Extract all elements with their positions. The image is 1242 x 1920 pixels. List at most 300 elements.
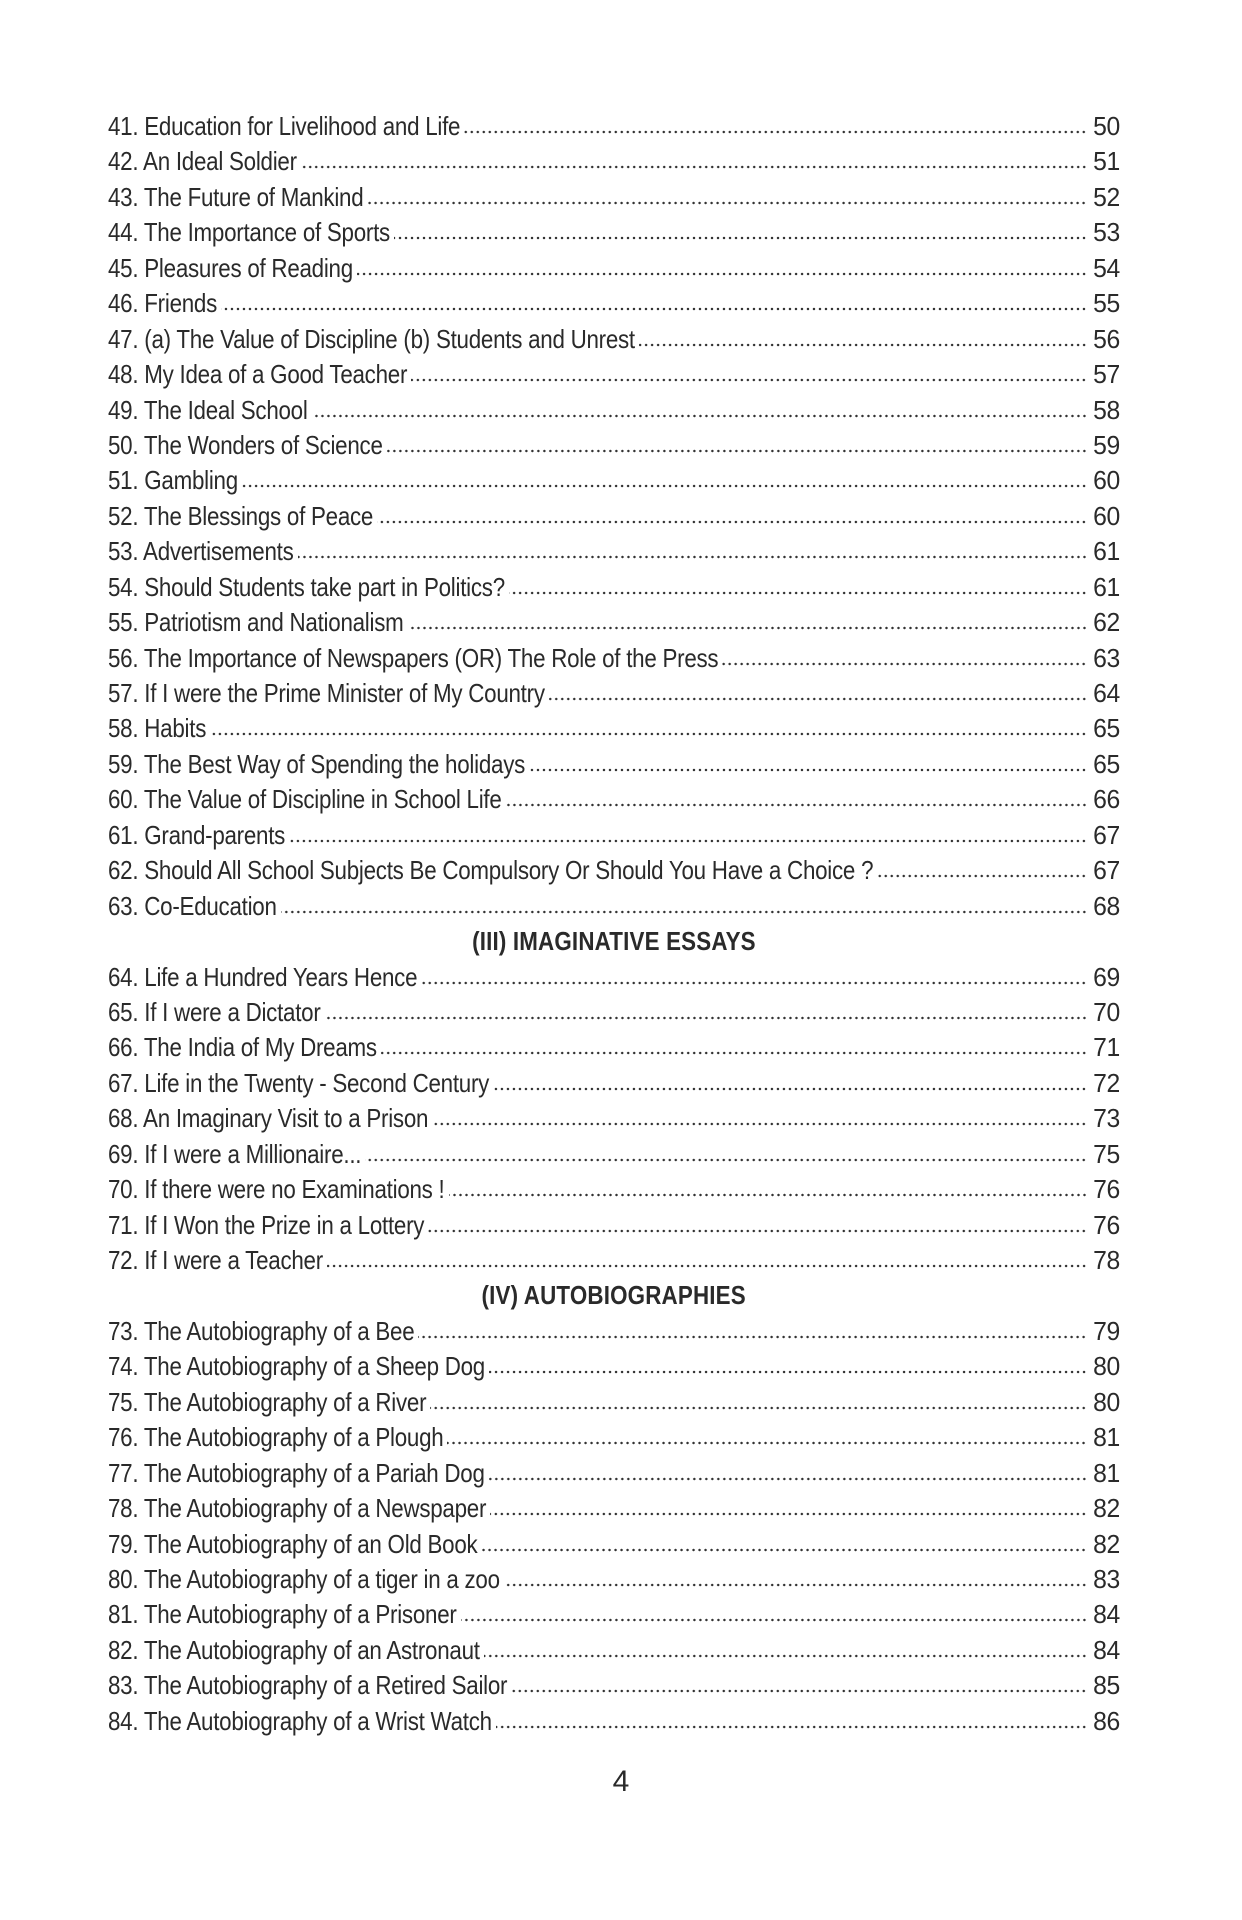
toc-entry-title-text: Education for Livelihood and Life bbox=[144, 111, 461, 141]
toc-entry-label bbox=[108, 1385, 426, 1420]
dot-leader bbox=[722, 662, 1087, 666]
toc-entry[interactable] bbox=[108, 1527, 1120, 1562]
toc-entry-title-text: An Ideal Soldier bbox=[143, 146, 297, 177]
toc-entry-page: 83 bbox=[1093, 1563, 1120, 1594]
toc-entry-page: 67 bbox=[1093, 819, 1120, 850]
toc-entry-label bbox=[108, 711, 206, 746]
toc-entry[interactable] bbox=[108, 1597, 1120, 1632]
table-of-contents bbox=[108, 109, 1120, 1739]
toc-entry[interactable] bbox=[108, 676, 1120, 711]
dot-leader bbox=[449, 1193, 1088, 1197]
dot-leader bbox=[484, 1654, 1087, 1658]
toc-entry-title bbox=[108, 1668, 507, 1703]
toc-entry-title-text: Friends bbox=[144, 288, 218, 319]
toc-entry-label bbox=[108, 1491, 486, 1526]
dot-leader bbox=[242, 484, 1087, 488]
toc-entry-page: 78 bbox=[1093, 1245, 1120, 1275]
toc-entry-label bbox=[108, 1527, 477, 1562]
toc-entry-number: 63. bbox=[108, 890, 139, 921]
toc-entry-label bbox=[108, 144, 297, 179]
toc-entry[interactable] bbox=[108, 605, 1120, 640]
toc-entry[interactable] bbox=[108, 1633, 1120, 1668]
dot-leader bbox=[387, 449, 1087, 453]
toc-entry-number: 79. bbox=[108, 1528, 139, 1559]
dot-leader bbox=[411, 378, 1087, 382]
toc-entry-page: 82 bbox=[1093, 1493, 1120, 1524]
toc-entry-page: 70 bbox=[1093, 996, 1120, 1027]
toc-entry-page: 76 bbox=[1093, 1209, 1120, 1240]
toc-entry-title bbox=[108, 1633, 480, 1668]
dot-leader bbox=[289, 839, 1087, 843]
toc-entry[interactable] bbox=[108, 286, 1120, 321]
toc-entry-title-text: Patriotism and Nationalism bbox=[144, 607, 404, 638]
toc-entry-page: 53 bbox=[1093, 217, 1120, 248]
toc-entry-number: 65. bbox=[108, 996, 139, 1027]
dot-leader bbox=[394, 236, 1087, 240]
toc-entry-title bbox=[108, 1597, 457, 1632]
toc-entry-title-text: If I were a Teacher bbox=[144, 1245, 323, 1275]
toc-entry-page: 57 bbox=[1093, 359, 1120, 390]
toc-entry-number: 74. bbox=[108, 1351, 139, 1382]
toc-entry-title bbox=[108, 818, 285, 853]
toc-entry[interactable] bbox=[108, 818, 1120, 853]
toc-entry-label bbox=[108, 428, 383, 463]
dot-leader bbox=[447, 1441, 1087, 1445]
dot-leader bbox=[430, 1406, 1087, 1410]
section-heading-text: (IV) AUTOBIOGRAPHIES bbox=[481, 1280, 747, 1311]
toc-entry-page: 52 bbox=[1093, 181, 1120, 212]
toc-entry[interactable] bbox=[108, 889, 1120, 924]
toc-entry-title-text: The Blessings of Peace bbox=[143, 500, 374, 531]
toc-entry-number: 58. bbox=[108, 713, 139, 744]
dot-leader bbox=[210, 732, 1087, 736]
toc-entry[interactable] bbox=[108, 144, 1120, 179]
toc-entry-title bbox=[108, 286, 217, 321]
toc-entry-page: 51 bbox=[1093, 146, 1120, 177]
toc-entry-page: 62 bbox=[1093, 607, 1120, 638]
toc-entry-title-text: Life a Hundred Years Hence bbox=[144, 961, 418, 992]
toc-entry[interactable] bbox=[108, 711, 1120, 746]
toc-entry-number: 56. bbox=[108, 642, 139, 673]
toc-entry-page: 71 bbox=[1093, 1032, 1120, 1063]
toc-entry[interactable] bbox=[108, 570, 1120, 605]
toc-entry-title bbox=[108, 1704, 492, 1739]
toc-entry[interactable] bbox=[108, 1668, 1120, 1703]
toc-entry-page: 82 bbox=[1093, 1528, 1120, 1559]
toc-entry-title-text: The India of My Dreams bbox=[143, 1032, 377, 1063]
toc-entry-title bbox=[108, 251, 353, 286]
toc-entry-page: 67 bbox=[1093, 855, 1120, 886]
dot-leader bbox=[432, 1122, 1087, 1126]
toc-entry-title bbox=[108, 853, 873, 888]
toc-entry-title-text: Grand-parents bbox=[144, 819, 286, 850]
toc-entry-label bbox=[108, 1066, 489, 1101]
toc-entry-label bbox=[108, 1633, 480, 1668]
dot-leader bbox=[549, 697, 1087, 701]
toc-entry-number: 69. bbox=[108, 1138, 139, 1169]
toc-entry-number: 67. bbox=[108, 1067, 139, 1098]
toc-entry-title-text: The Autobiography of a Prisoner bbox=[143, 1599, 457, 1630]
toc-entry-title bbox=[108, 1456, 485, 1491]
dot-leader bbox=[298, 555, 1087, 559]
toc-entry[interactable] bbox=[108, 1030, 1120, 1065]
toc-entry-number: 55. bbox=[108, 607, 139, 638]
toc-entry-page: 80 bbox=[1093, 1386, 1120, 1417]
toc-entry-page: 81 bbox=[1093, 1422, 1120, 1453]
toc-entry-number: 50. bbox=[108, 429, 139, 460]
dot-leader bbox=[312, 414, 1087, 418]
toc-entry-page: 68 bbox=[1093, 890, 1120, 921]
toc-entry-title bbox=[108, 570, 505, 605]
toc-entry-title-text: The Ideal School bbox=[143, 394, 308, 425]
toc-entry-page: 84 bbox=[1093, 1599, 1120, 1630]
toc-entry-number: 73. bbox=[108, 1315, 139, 1346]
toc-entry-title bbox=[108, 605, 404, 640]
toc-entry-title-text: The Autobiography of a Pariah Dog bbox=[143, 1457, 485, 1488]
toc-entry[interactable] bbox=[108, 1066, 1120, 1101]
toc-entry[interactable] bbox=[108, 463, 1120, 498]
toc-entry-page: 63 bbox=[1093, 642, 1120, 673]
toc-entry-number: 83. bbox=[108, 1670, 139, 1701]
toc-entry-title-text: The Autobiography of an Astronaut bbox=[143, 1634, 480, 1665]
toc-entry-number: 66. bbox=[108, 1032, 139, 1063]
toc-entry-title-text: If I were a Millionaire... bbox=[144, 1138, 362, 1169]
dot-leader bbox=[509, 591, 1087, 595]
toc-entry[interactable] bbox=[108, 1491, 1120, 1526]
toc-entry-number: 54. bbox=[108, 571, 139, 602]
toc-entry-label bbox=[108, 180, 363, 215]
toc-entry-title-text: Advertisements bbox=[143, 536, 294, 567]
toc-entry[interactable] bbox=[108, 853, 1120, 888]
toc-entry-title bbox=[108, 428, 383, 463]
toc-entry-page: 85 bbox=[1093, 1670, 1120, 1701]
toc-entry[interactable] bbox=[108, 1243, 1120, 1278]
toc-entry-page: 66 bbox=[1093, 784, 1120, 815]
toc-entry-label bbox=[108, 1030, 377, 1065]
toc-entry-label bbox=[108, 534, 294, 569]
toc-entry-label bbox=[108, 995, 321, 1030]
toc-entry-title-text: The Autobiography of a Retired Sailor bbox=[143, 1670, 508, 1701]
toc-entry-label bbox=[108, 1704, 492, 1739]
toc-entry-number: 72. bbox=[108, 1245, 139, 1275]
toc-entry-page: 65 bbox=[1093, 713, 1120, 744]
toc-entry-title bbox=[108, 1562, 500, 1597]
dot-leader bbox=[529, 768, 1087, 772]
toc-entry-title bbox=[108, 1066, 489, 1101]
toc-entry-number: 45. bbox=[108, 252, 139, 283]
toc-entry-number: 47. bbox=[108, 323, 139, 354]
toc-entry-title-text: An Imaginary Visit to a Prison bbox=[143, 1103, 429, 1134]
dot-leader bbox=[367, 201, 1087, 205]
toc-entry-title bbox=[108, 1491, 486, 1526]
toc-entry-title-text: If there were no Examinations ! bbox=[144, 1174, 445, 1205]
toc-entry-number: 71. bbox=[108, 1209, 139, 1240]
toc-entry[interactable] bbox=[108, 215, 1120, 250]
toc-entry-title bbox=[108, 322, 635, 357]
toc-entry[interactable] bbox=[108, 1562, 1120, 1597]
dot-leader bbox=[381, 1051, 1087, 1055]
toc-entry-number: 84. bbox=[108, 1705, 139, 1736]
toc-entry-label bbox=[108, 1314, 414, 1349]
toc-entry-title-text: The Autobiography of a Plough bbox=[143, 1422, 444, 1453]
section-heading bbox=[108, 924, 1120, 959]
toc-entry-number: 62. bbox=[108, 855, 139, 886]
toc-entry-label bbox=[108, 393, 308, 428]
toc-entry[interactable] bbox=[108, 180, 1120, 215]
toc-entry[interactable] bbox=[108, 428, 1120, 463]
toc-entry-label bbox=[108, 1456, 485, 1491]
toc-entry-title-text: Life in the Twenty - Second Century bbox=[144, 1067, 490, 1098]
dot-leader bbox=[281, 910, 1087, 914]
toc-entry-page: 86 bbox=[1093, 1705, 1120, 1736]
toc-entry-title bbox=[108, 782, 502, 817]
toc-entry-number: 81. bbox=[108, 1599, 139, 1630]
toc-entry[interactable] bbox=[108, 109, 1120, 144]
toc-entry-label bbox=[108, 676, 545, 711]
toc-entry-page: 54 bbox=[1093, 252, 1120, 283]
dot-leader bbox=[490, 1512, 1087, 1516]
toc-entry-number: 42. bbox=[108, 146, 139, 177]
toc-entry-label bbox=[108, 782, 502, 817]
toc-entry-page: 64 bbox=[1093, 678, 1120, 708]
toc-entry-number: 70. bbox=[108, 1174, 139, 1205]
toc-entry[interactable] bbox=[108, 1704, 1120, 1739]
toc-entry-label bbox=[108, 570, 505, 605]
toc-entry-title bbox=[108, 1420, 443, 1455]
toc-entry-title bbox=[108, 1527, 477, 1562]
toc-entry-title-text: The Value of Discipline in School Life bbox=[143, 784, 502, 815]
toc-entry-title bbox=[108, 109, 460, 144]
toc-entry-label bbox=[108, 286, 217, 321]
toc-entry-number: 68. bbox=[108, 1103, 139, 1134]
toc-entry-label bbox=[108, 1349, 485, 1384]
toc-entry[interactable] bbox=[108, 1456, 1120, 1491]
toc-entry[interactable] bbox=[108, 251, 1120, 286]
toc-entry-title bbox=[108, 357, 407, 392]
toc-entry-page: 50 bbox=[1093, 111, 1120, 141]
toc-entry[interactable] bbox=[108, 1349, 1120, 1384]
toc-entry-page: 60 bbox=[1093, 465, 1120, 496]
toc-entry-label bbox=[108, 499, 373, 534]
toc-entry-number: 78. bbox=[108, 1493, 139, 1524]
toc-entry-label bbox=[108, 322, 635, 357]
toc-entry-number: 53. bbox=[108, 536, 139, 567]
toc-entry-title bbox=[108, 960, 417, 995]
toc-entry-label bbox=[108, 1243, 323, 1278]
toc-entry-title-text: If I were a Dictator bbox=[144, 996, 321, 1027]
toc-entry-title bbox=[108, 711, 206, 746]
toc-entry-label bbox=[108, 1172, 445, 1207]
toc-entry-page: 60 bbox=[1093, 500, 1120, 531]
dot-leader bbox=[365, 1158, 1087, 1162]
toc-entry-number: 76. bbox=[108, 1422, 139, 1453]
toc-entry[interactable] bbox=[108, 499, 1120, 534]
toc-entry[interactable] bbox=[108, 1172, 1120, 1207]
dot-leader bbox=[511, 1689, 1087, 1693]
toc-entry[interactable] bbox=[108, 322, 1120, 357]
toc-entry-title bbox=[108, 534, 294, 569]
toc-entry[interactable] bbox=[108, 1314, 1120, 1349]
toc-entry-title-text: Co-Education bbox=[144, 890, 277, 921]
toc-entry-title-text: The Importance of Newspapers (OR) The Role of the Press bbox=[143, 642, 719, 673]
dot-leader bbox=[357, 272, 1087, 276]
toc-entry-title bbox=[108, 1385, 426, 1420]
toc-entry-number: 59. bbox=[108, 748, 139, 779]
dot-leader bbox=[639, 343, 1087, 347]
toc-entry-label bbox=[108, 1101, 428, 1136]
toc-entry-label bbox=[108, 1137, 361, 1172]
toc-entry-title-text: The Importance of Sports bbox=[143, 217, 390, 248]
toc-entry-number: 64. bbox=[108, 961, 139, 992]
toc-entry-title bbox=[108, 641, 718, 676]
toc-entry-number: 43. bbox=[108, 181, 139, 212]
toc-entry-number: 61. bbox=[108, 819, 139, 850]
toc-entry-label bbox=[108, 889, 277, 924]
toc-entry-label bbox=[108, 1208, 424, 1243]
toc-entry-title bbox=[108, 463, 238, 498]
toc-entry-title bbox=[108, 215, 390, 250]
toc-entry-number: 60. bbox=[108, 784, 139, 815]
toc-entry[interactable] bbox=[108, 1101, 1120, 1136]
toc-entry-title bbox=[108, 499, 373, 534]
toc-entry-label bbox=[108, 357, 407, 392]
toc-entry[interactable] bbox=[108, 782, 1120, 817]
toc-entry-number: 49. bbox=[108, 394, 139, 425]
toc-entry[interactable] bbox=[108, 747, 1120, 782]
toc-entry-number: 77. bbox=[108, 1457, 139, 1488]
toc-entry-number: 75. bbox=[108, 1386, 139, 1417]
toc-entry-title-text: The Autobiography of a Newspaper bbox=[143, 1493, 487, 1524]
toc-entry-number: 44. bbox=[108, 217, 139, 248]
dot-leader bbox=[489, 1370, 1087, 1374]
toc-entry-label bbox=[108, 1597, 457, 1632]
toc-entry-number: 80. bbox=[108, 1563, 139, 1594]
toc-entry-label bbox=[108, 1420, 443, 1455]
toc-entry-label bbox=[108, 960, 417, 995]
toc-entry-page: 59 bbox=[1093, 429, 1120, 460]
toc-entry-title bbox=[108, 1172, 445, 1207]
toc-entry-page: 76 bbox=[1093, 1174, 1120, 1205]
toc-entry[interactable] bbox=[108, 641, 1120, 676]
toc-entry[interactable] bbox=[108, 1385, 1120, 1420]
toc-entry-title bbox=[108, 1314, 414, 1349]
toc-entry-title bbox=[108, 393, 308, 428]
toc-entry-page: 73 bbox=[1093, 1103, 1120, 1134]
toc-entry[interactable] bbox=[108, 1420, 1120, 1455]
toc-entry-number: 48. bbox=[108, 359, 139, 390]
toc-entry-title-text: The Future of Mankind bbox=[143, 181, 364, 212]
toc-entry-title bbox=[108, 747, 525, 782]
toc-entry-label bbox=[108, 215, 390, 250]
toc-entry[interactable] bbox=[108, 357, 1120, 392]
toc-entry-title-text: (a) The Value of Discipline (b) Students and Unrest bbox=[144, 323, 635, 354]
toc-entry[interactable] bbox=[108, 393, 1120, 428]
toc-entry-number: 57. bbox=[108, 678, 139, 708]
toc-entry-title bbox=[108, 144, 297, 179]
dot-leader bbox=[301, 165, 1087, 169]
toc-entry-title bbox=[108, 889, 277, 924]
toc-entry-page: 56 bbox=[1093, 323, 1120, 354]
toc-entry-title bbox=[108, 1243, 323, 1278]
toc-entry-title bbox=[108, 1137, 361, 1172]
toc-entry-label bbox=[108, 1668, 507, 1703]
toc-entry-page: 58 bbox=[1093, 394, 1120, 425]
toc-entry-title-text: The Wonders of Science bbox=[143, 429, 383, 460]
toc-entry-title bbox=[108, 676, 545, 711]
toc-entry-title-text: The Best Way of Spending the holidays bbox=[143, 748, 526, 779]
toc-entry-label bbox=[108, 1562, 500, 1597]
toc-entry-page: 69 bbox=[1093, 961, 1120, 992]
toc-entry-page: 72 bbox=[1093, 1067, 1120, 1098]
toc-entry[interactable] bbox=[108, 1137, 1120, 1172]
toc-entry-title-text: My Idea of a Good Teacher bbox=[144, 359, 408, 390]
dot-leader bbox=[421, 981, 1087, 985]
toc-entry-page: 75 bbox=[1093, 1138, 1120, 1169]
toc-entry-title-text: Should Students take part in Politics? bbox=[144, 571, 505, 602]
dot-leader bbox=[327, 1264, 1087, 1268]
toc-entry-title bbox=[108, 1030, 377, 1065]
toc-entry-title-text: The Autobiography of a tiger in a zoo bbox=[143, 1563, 500, 1594]
toc-entry-page: 65 bbox=[1093, 748, 1120, 779]
dot-leader bbox=[489, 1477, 1087, 1481]
dot-leader bbox=[877, 874, 1087, 878]
toc-entry-title-text: If I Won the Prize in a Lottery bbox=[144, 1209, 425, 1240]
toc-entry-label bbox=[108, 109, 460, 144]
dot-leader bbox=[325, 1016, 1087, 1020]
toc-entry-label bbox=[108, 818, 285, 853]
toc-entry[interactable] bbox=[108, 995, 1120, 1030]
toc-entry-title-text: Gambling bbox=[144, 465, 238, 496]
toc-entry-label bbox=[108, 747, 525, 782]
page-number: 4 bbox=[612, 1765, 630, 1798]
toc-entry-title-text: The Autobiography of a Bee bbox=[143, 1315, 415, 1346]
toc-entry-page: 81 bbox=[1093, 1457, 1120, 1488]
toc-entry-page: 80 bbox=[1093, 1351, 1120, 1382]
toc-entry-page: 61 bbox=[1093, 536, 1120, 567]
toc-entry-title-text: If I were the Prime Minister of My Country bbox=[144, 678, 545, 708]
toc-entry[interactable] bbox=[108, 1208, 1120, 1243]
toc-entry-title-text: Habits bbox=[144, 713, 207, 744]
toc-entry-label bbox=[108, 853, 873, 888]
toc-entry-title bbox=[108, 1208, 424, 1243]
toc-entry-page: 84 bbox=[1093, 1634, 1120, 1665]
dot-leader bbox=[506, 803, 1087, 807]
section-heading-text: (III) IMAGINATIVE ESSAYS bbox=[472, 926, 756, 957]
dot-leader bbox=[408, 626, 1087, 630]
toc-entry-title-text: The Autobiography of an Old Book bbox=[143, 1528, 478, 1559]
toc-entry[interactable] bbox=[108, 960, 1120, 995]
toc-entry-title-text: The Autobiography of a Sheep Dog bbox=[143, 1351, 485, 1382]
toc-entry[interactable] bbox=[108, 534, 1120, 569]
toc-entry-number: 46. bbox=[108, 288, 139, 319]
dot-leader bbox=[418, 1335, 1087, 1339]
toc-entry-title-text: The Autobiography of a River bbox=[143, 1386, 427, 1417]
toc-entry-title bbox=[108, 180, 363, 215]
toc-entry-title-text: The Autobiography of a Wrist Watch bbox=[143, 1705, 492, 1736]
dot-leader bbox=[461, 1618, 1087, 1622]
toc-entry-label bbox=[108, 641, 718, 676]
toc-entry-page: 55 bbox=[1093, 288, 1120, 319]
section-heading bbox=[108, 1278, 1120, 1313]
toc-entry-page: 79 bbox=[1093, 1315, 1120, 1346]
dot-leader bbox=[428, 1229, 1087, 1233]
toc-entry-title bbox=[108, 995, 321, 1030]
dot-leader bbox=[221, 307, 1087, 311]
toc-entry-number: 82. bbox=[108, 1634, 139, 1665]
toc-entry-number: 41. bbox=[108, 111, 139, 141]
toc-entry-number: 52. bbox=[108, 500, 139, 531]
toc-entry-label bbox=[108, 605, 404, 640]
